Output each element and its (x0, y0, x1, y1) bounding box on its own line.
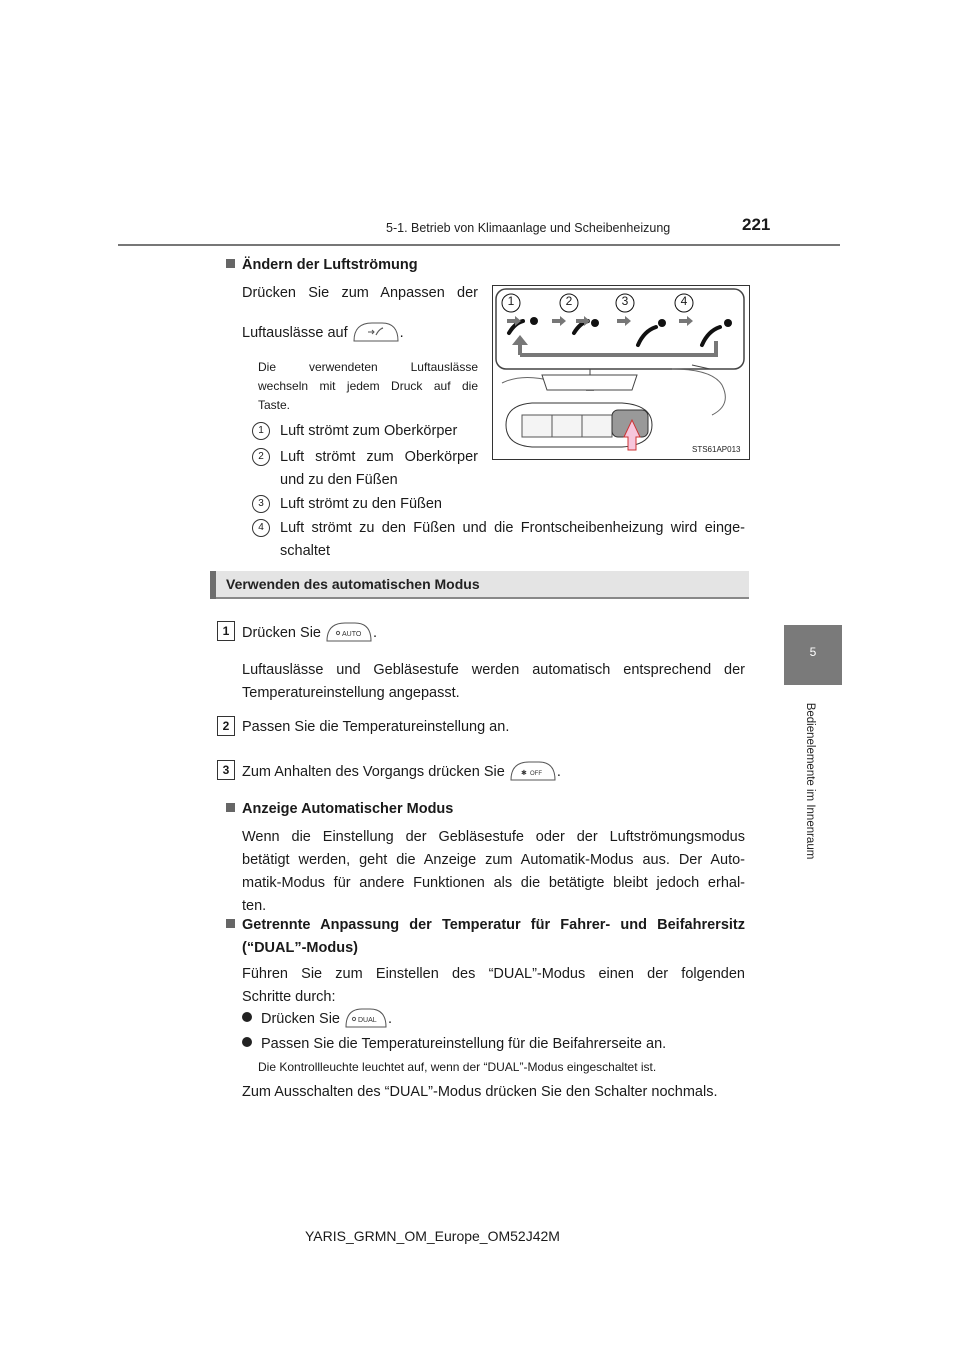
square-bullet-icon (226, 803, 235, 812)
airflow-item-1-number: 1 (252, 420, 270, 440)
page-number: 221 (742, 215, 771, 234)
airflow-item-3-number: 3 (252, 493, 270, 513)
step-1-line1: Drücken Sie AUTO . (242, 621, 377, 645)
airflow-note-line1: Die verwendeten Luftauslässe (258, 360, 478, 374)
section-header (210, 571, 749, 599)
step-1-number: 1 (217, 621, 235, 641)
airflow-item-1-text: Luft strömt zum Oberkörper (280, 423, 458, 439)
airflow-item-2-text: Luft strömt zum Oberkörper (280, 449, 478, 465)
dual-heading: Getrennte Anpassung der Temperatur für Fahrer- und Beifahrersitz (226, 914, 745, 937)
airflow-intro-line2: Luftauslässe auf . (242, 321, 404, 345)
svg-text:OFF: OFF (529, 771, 542, 777)
step-2-text: Passen Sie die Temperatureinstellung an. (242, 719, 510, 735)
header-rule (118, 244, 840, 246)
dual-note: Die Kontrollleuchte leuchtet auf, wenn der “DUAL”-Modus eingeschaltet ist. (258, 1060, 657, 1074)
step-1-text-line1: Luftauslässe und Gebläsestufe werden automatisch entsprechend der (242, 662, 745, 678)
bullet-icon (242, 1037, 252, 1047)
figure-label-4: 4 (680, 294, 688, 308)
chapter-side-label (800, 690, 820, 880)
svg-text:AUTO: AUTO (342, 631, 362, 638)
airflow-item-4-number: 4 (252, 517, 270, 537)
step-2-number: 2 (217, 716, 235, 736)
airflow-item-2-number: 2 (252, 446, 270, 466)
document-code: YARIS_GRMN_OM_Europe_OM52J42M (305, 1228, 560, 1244)
airflow-heading: Ändern der Luftströmung (226, 254, 418, 277)
chapter-label: Bedienelemente im Innenraum (804, 702, 816, 860)
chapter-number: 5 (809, 645, 817, 659)
off-button-icon (509, 760, 557, 782)
dual-heading-line2: (“DUAL”-Modus) (242, 940, 358, 956)
section-title: Verwenden des automatischen Modus (226, 576, 480, 592)
auto-indicator-line3: matik-Modus für andere Funktionen als die betätigte bleibt jedoch erhal- (242, 875, 745, 891)
auto-indicator-heading: Anzeige Automatischer Modus (226, 798, 453, 821)
airflow-figure-svg (492, 285, 750, 460)
dual-intro-line1: Führen Sie zum Einstellen des “DUAL”-Modus einen der folgenden (242, 966, 745, 982)
auto-button-icon (325, 621, 373, 643)
dual-bullet-1: Drücken Sie DUAL . (242, 1007, 392, 1031)
chapter-title: 5-1. Betrieb von Klimaanlage und Scheibenheizung (386, 221, 671, 235)
airflow-item-4-text-line2: schaltet (280, 543, 330, 559)
airflow-note-line2: wechseln mit jedem Druck auf die (258, 379, 478, 393)
step-3-text: Zum Anhalten des Vorgangs drücken Sie ✱ OFF . (242, 760, 561, 784)
step-3-number: 3 (217, 760, 235, 780)
step-1-text-line2: Temperatureinstellung angepasst. (242, 685, 460, 701)
section-header-accent (210, 571, 216, 599)
figure-label-2: 2 (565, 294, 573, 308)
airflow-intro-line1: Drücken Sie zum Anpassen der (242, 285, 478, 301)
figure-label-3: 3 (621, 294, 629, 308)
dual-closing: Zum Ausschalten des “DUAL”-Modus drücken Sie den Schalter nochmals. (242, 1084, 718, 1100)
chapter-tab (784, 625, 842, 685)
airflow-note-line3: Taste. (258, 398, 291, 412)
auto-indicator-line1: Wenn die Einstellung der Gebläsestufe oder der Luftströmungsmodus (242, 829, 745, 845)
dual-intro-line2: Schritte durch: (242, 989, 336, 1005)
figure-label-1: 1 (507, 294, 515, 308)
square-bullet-icon (226, 259, 235, 268)
dual-bullet-2: Passen Sie die Temperatureinstellung für die Beifahrerseite an. (242, 1033, 666, 1056)
airflow-item-4-text: Luft strömt zu den Füßen und die Frontscheibenheizung wird einge- (280, 520, 745, 536)
svg-text:✱: ✱ (520, 770, 527, 777)
bullet-icon (242, 1012, 252, 1022)
airflow-item-3-text: Luft strömt zu den Füßen (280, 496, 442, 512)
auto-indicator-line4: ten. (242, 898, 267, 914)
dual-button-icon (344, 1007, 388, 1029)
airflow-item-2-text-line2: und zu den Füßen (280, 472, 398, 488)
svg-text:DUAL: DUAL (358, 1017, 377, 1024)
airflow-mode-button-icon (352, 321, 400, 343)
square-bullet-icon (226, 919, 235, 928)
figure-code: STS61AP013 (692, 445, 741, 454)
auto-indicator-line2: betätigt werden, geht die Anzeige zum Automatik-Modus aus. Der Auto- (242, 852, 745, 868)
airflow-illustration (492, 285, 750, 460)
